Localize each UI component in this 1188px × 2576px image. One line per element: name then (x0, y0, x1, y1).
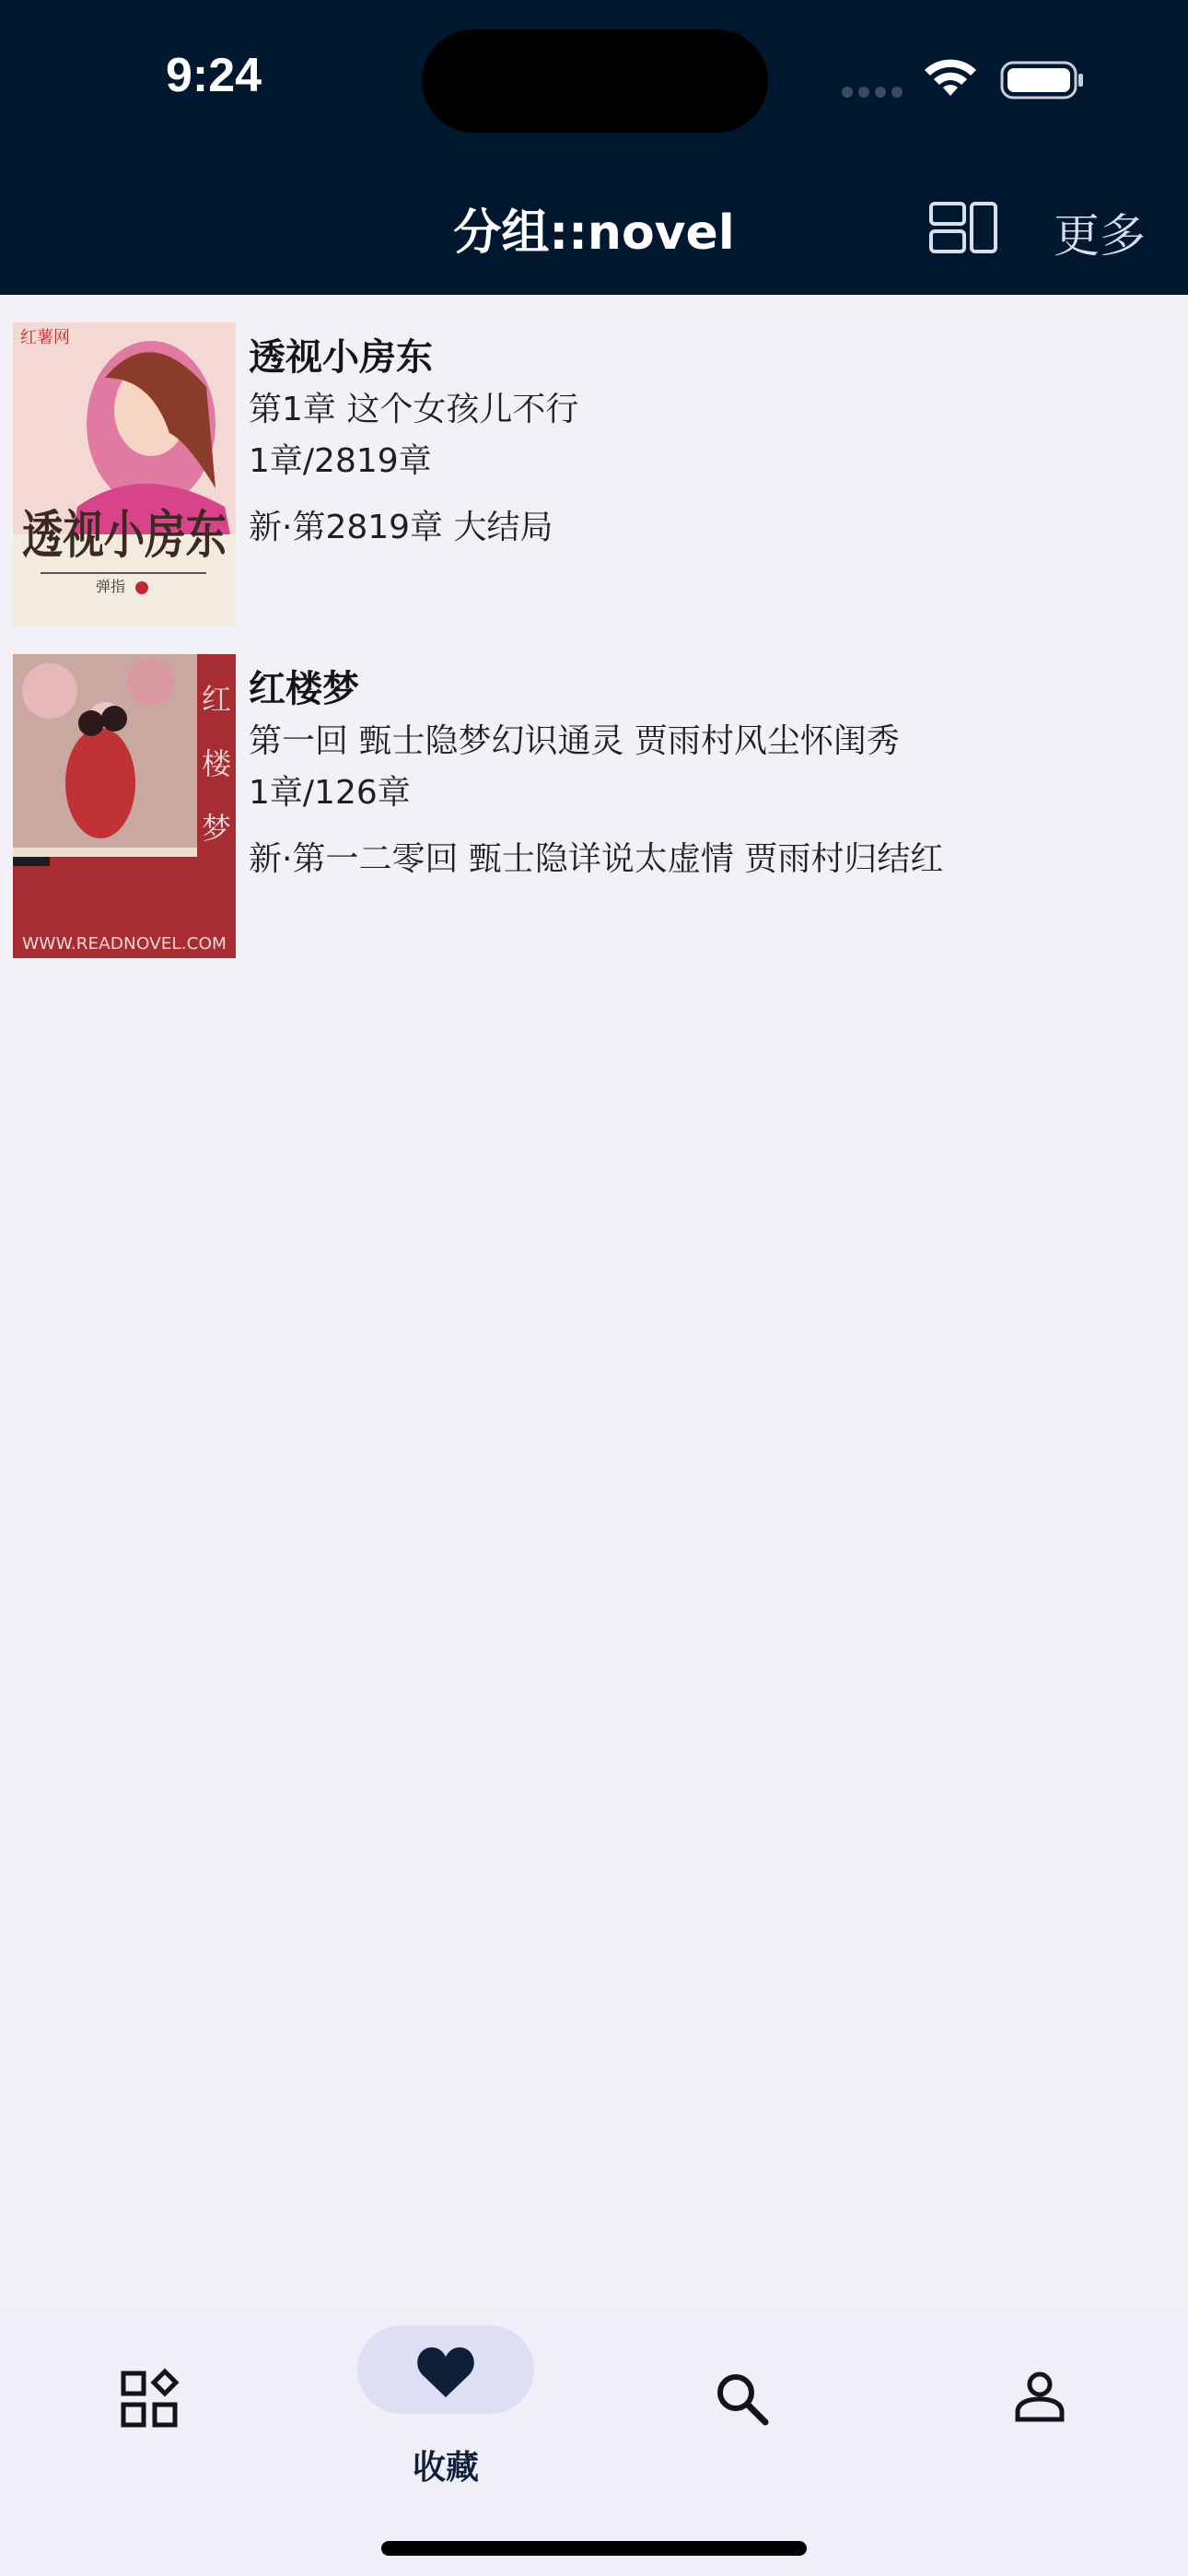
book-item[interactable] (0, 322, 1188, 654)
cover-author: 弹指 (96, 578, 126, 595)
layout-toggle-icon[interactable] (928, 201, 998, 254)
book-progress: 1章/126章 (249, 774, 411, 812)
status-time: 9:24 (166, 49, 262, 102)
app-header (0, 0, 1188, 295)
cover-url: WWW.READNOVEL.COM (22, 934, 227, 954)
book-latest-chapter: 新·第2819章 大结局 (249, 509, 553, 546)
book-current-chapter: 第1章 这个女孩儿不行 (249, 391, 579, 428)
search-icon (715, 2371, 770, 2427)
book-title: 透视小房东 (249, 336, 433, 379)
cover-title: 透视小房东 (22, 505, 227, 566)
dynamic-island (422, 29, 768, 133)
book-item[interactable] (0, 654, 1188, 986)
page-title: 分组::novel (453, 205, 735, 261)
book-title: 红楼梦 (249, 668, 359, 710)
book-cover (13, 654, 236, 958)
cover-publisher: 红薯网 (20, 328, 70, 347)
home-indicator[interactable] (381, 2541, 807, 2556)
battery-icon (1000, 61, 1085, 100)
book-latest-chapter: 新·第一二零回 甄士隐详说太虚情 贾雨村归结红 (249, 840, 944, 878)
book-cover (13, 322, 236, 626)
heart-icon (415, 2344, 476, 2399)
svg-text:梦: 梦 (202, 811, 232, 846)
tab-profile[interactable] (1015, 2309, 1065, 2512)
book-current-chapter: 第一回 甄士隐梦幻识通灵 贾雨村风尘怀闺秀 (249, 722, 900, 760)
bottom-tab-bar (0, 2309, 1188, 2576)
more-button[interactable]: 更多 (1054, 209, 1146, 263)
book-progress: 1章/2819章 (249, 442, 432, 480)
svg-text:楼: 楼 (202, 746, 232, 781)
category-icon (120, 2370, 179, 2429)
svg-text:红: 红 (202, 682, 232, 717)
person-icon (1015, 2371, 1065, 2423)
tab-search[interactable] (715, 2309, 770, 2512)
tab-favorites-label: 收藏 (412, 2449, 479, 2487)
tab-discover[interactable] (120, 2309, 179, 2512)
cellular-signal-icon (842, 87, 906, 100)
wifi-icon (921, 55, 980, 100)
tab-favorites[interactable] (357, 2325, 534, 2487)
